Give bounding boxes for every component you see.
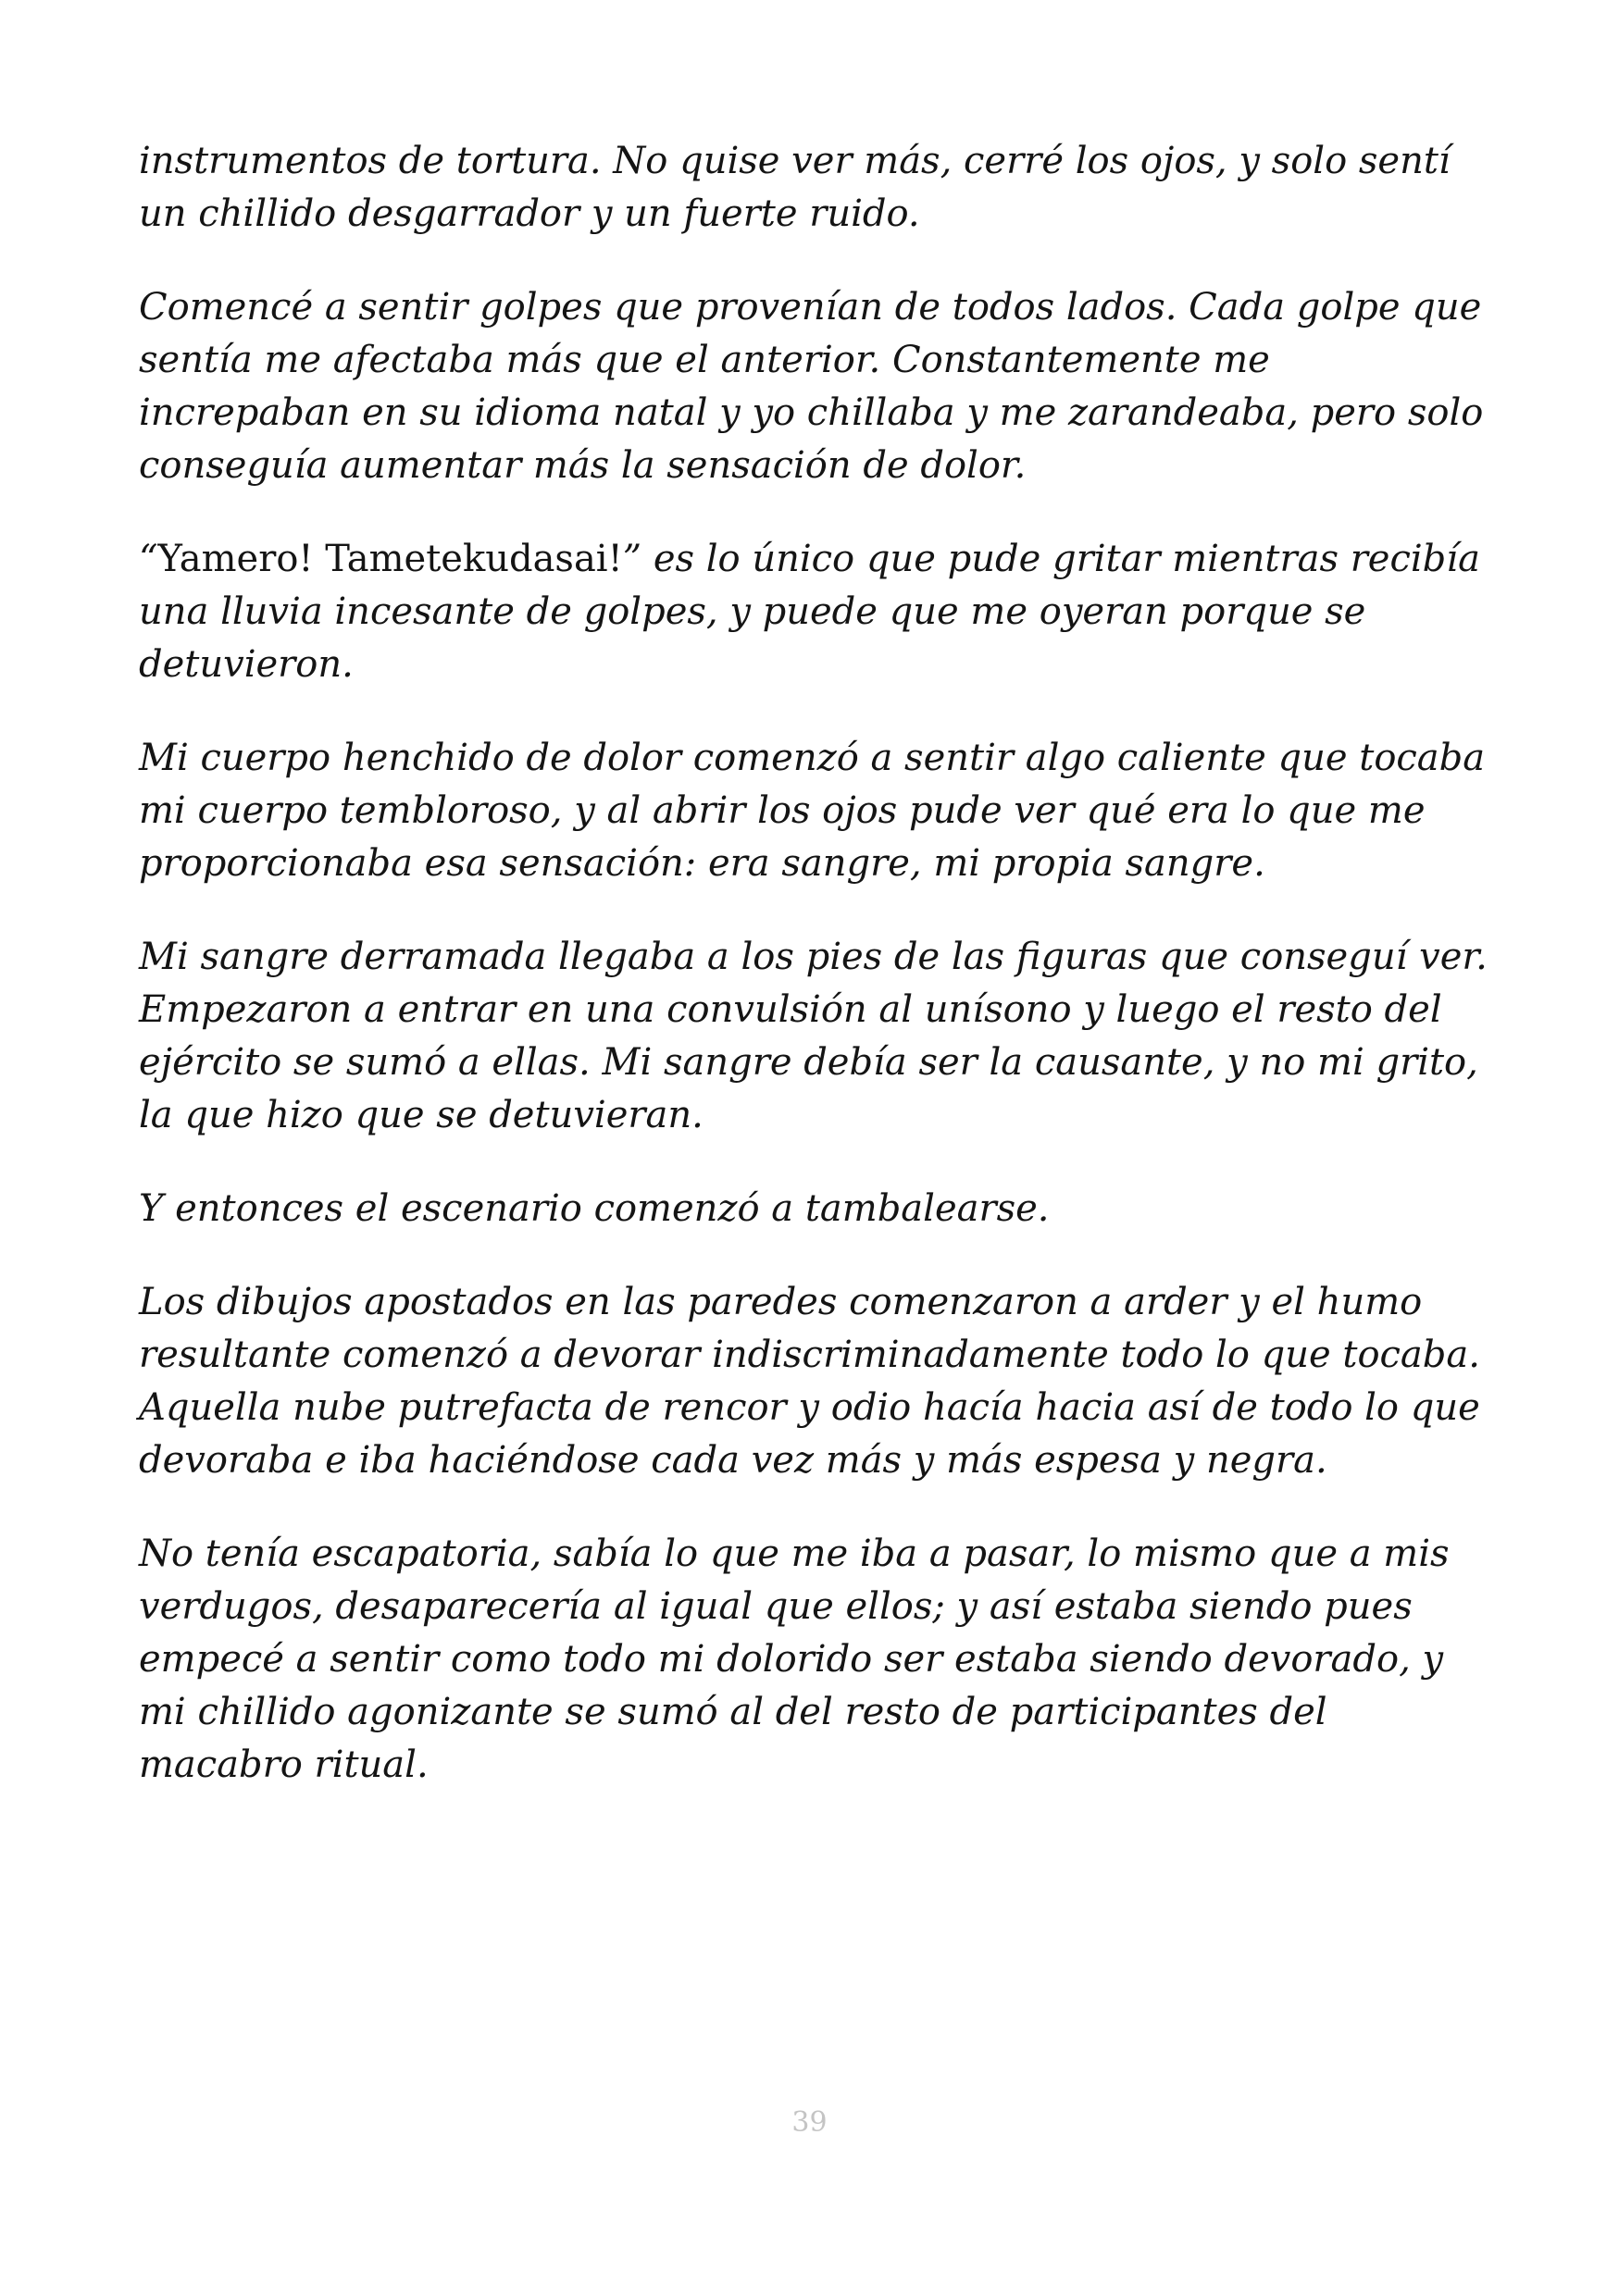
paragraph-1-text: instrumentos de tortura. No quise ver más, cerré los ojos, y solo sentí un chillido desgarrador y un fuerte ruido. (139, 140, 1451, 235)
paragraph-8 (139, 1528, 1490, 1792)
paragraph-7-text: Los dibujos apostados en las paredes comenzaron a arder y el humo resultante comenzó a devorar indiscriminadamente todo lo que tocaba. Aquella nube putrefacta de rencor y odio hacía hacia así de todo lo que devoraba e iba haciéndose cada vez más y más espesa y negra. (139, 1281, 1480, 1482)
page-number: 39 (791, 2106, 828, 2139)
paragraph-4 (139, 732, 1490, 890)
paragraph-4-text: Mi cuerpo henchido de dolor comenzó a sentir algo caliente que tocaba mi cuerpo tembloroso, y al abrir los ojos pude ver qué era lo que me proporcionaba esa sensación: era sangre, mi propia sangre. (139, 737, 1486, 885)
paragraph-3 (139, 533, 1490, 691)
paragraph-2 (139, 281, 1490, 492)
paragraph-6 (139, 1183, 1490, 1235)
paragraph-3-japanese-phrase: Yamero! Tametekudasai! (157, 538, 623, 580)
paragraph-7 (139, 1276, 1490, 1487)
paragraph-6-text: Y entonces el escenario comenzó a tambalearse. (139, 1187, 1050, 1230)
paragraph-8-text: No tenía escapatoria, sabía lo que me iba a pasar, lo mismo que a mis verdugos, desaparecería al igual que ellos; y así estaba siendo pues empecé a sentir como todo mi dolorido ser estaba siendo devorado, y mi chillido agonizante se sumó al del resto de participantes del macabro ritual. (139, 1533, 1450, 1786)
paragraph-5-text: Mi sangre derramada llegaba a los pies de las figuras que conseguí ver. Empezaron a entrar en una convulsión al unísono y luego el resto del ejército se sumó a ellas. Mi sangre debía ser la causante, y no mi grito, la que hizo que se detuvieran. (139, 936, 1488, 1136)
paragraph-3-text: ” es lo único que pude gritar mientras recibía una lluvia incesante de golpes, y puede que me oyeran porque se detuvieron. (139, 538, 1480, 686)
paragraph-3-open-quote: “ (139, 538, 158, 580)
body-text (139, 135, 1490, 1832)
paragraph-2-text: Comencé a sentir golpes que provenían de todos lados. Cada golpe que sentía me afectaba más que el anterior. Constantemente me increpaban en su idioma natal y yo chillaba y me zarandeaba, pero solo conseguía aumentar más la sensación de dolor. (139, 286, 1484, 487)
paragraph-5 (139, 931, 1490, 1142)
paragraph-1 (139, 135, 1490, 241)
